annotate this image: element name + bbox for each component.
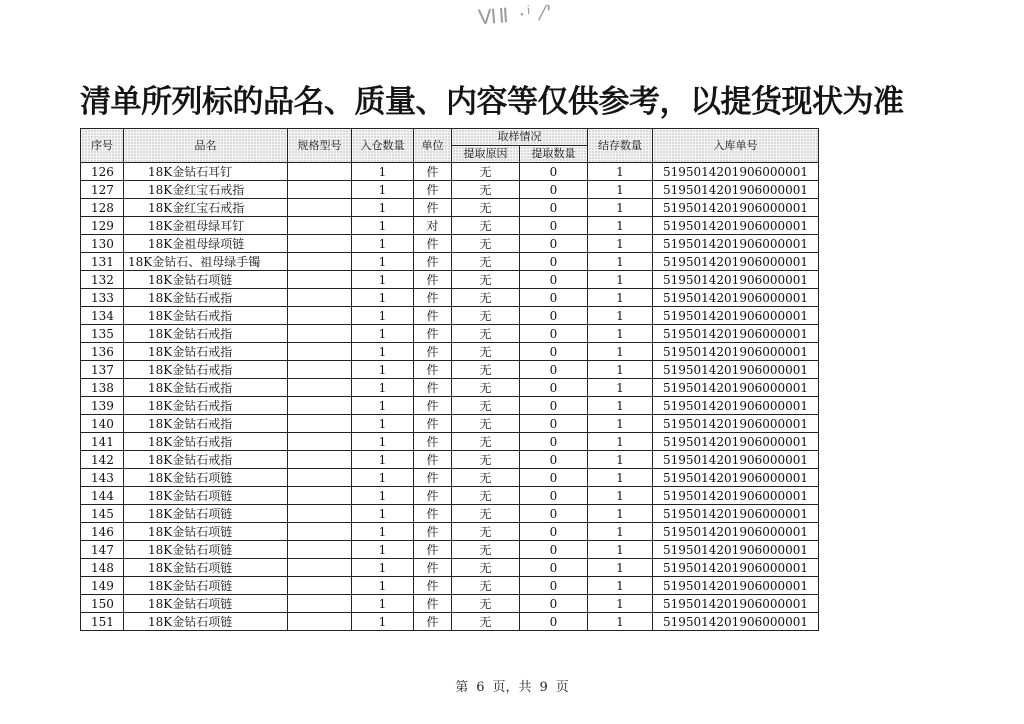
cell-receipt-no: 5195014201906000001 bbox=[653, 505, 819, 523]
cell-no: 135 bbox=[81, 325, 124, 343]
cell-name: 18K金钻石项链 bbox=[124, 559, 288, 577]
cell-sampling-reason: 无 bbox=[452, 199, 520, 217]
cell-spec bbox=[288, 433, 352, 451]
cell-receipt-no: 5195014201906000001 bbox=[653, 469, 819, 487]
cell-spec bbox=[288, 379, 352, 397]
cell-no: 130 bbox=[81, 235, 124, 253]
cell-no: 131 bbox=[81, 253, 124, 271]
cell-unit: 件 bbox=[414, 397, 452, 415]
cell-sampling-qty: 0 bbox=[520, 181, 588, 199]
header-unit: 单位 bbox=[414, 129, 452, 163]
cell-sampling-reason: 无 bbox=[452, 181, 520, 199]
cell-no: 127 bbox=[81, 181, 124, 199]
cell-in-qty: 1 bbox=[352, 541, 414, 559]
header-no: 序号 bbox=[81, 129, 124, 163]
cell-name: 18K金钻石项链 bbox=[124, 469, 288, 487]
cell-name: 18K金钻石项链 bbox=[124, 487, 288, 505]
footer-suffix: 页 bbox=[555, 680, 569, 695]
cell-no: 134 bbox=[81, 307, 124, 325]
cell-in-qty: 1 bbox=[352, 505, 414, 523]
cell-stock-qty: 1 bbox=[588, 415, 653, 433]
table-body bbox=[81, 163, 819, 631]
cell-unit: 件 bbox=[414, 559, 452, 577]
cell-no: 149 bbox=[81, 577, 124, 595]
cell-stock-qty: 1 bbox=[588, 505, 653, 523]
cell-unit: 件 bbox=[414, 469, 452, 487]
cell-stock-qty: 1 bbox=[588, 577, 653, 595]
table-row bbox=[81, 379, 819, 397]
cell-sampling-reason: 无 bbox=[452, 541, 520, 559]
cell-spec bbox=[288, 253, 352, 271]
cell-receipt-no: 5195014201906000001 bbox=[653, 379, 819, 397]
table-row bbox=[81, 595, 819, 613]
cell-sampling-reason: 无 bbox=[452, 289, 520, 307]
cell-unit: 件 bbox=[414, 487, 452, 505]
cell-name: 18K金钻石戒指 bbox=[124, 451, 288, 469]
cell-spec bbox=[288, 163, 352, 181]
cell-in-qty: 1 bbox=[352, 271, 414, 289]
table-row bbox=[81, 271, 819, 289]
cell-stock-qty: 1 bbox=[588, 451, 653, 469]
cell-spec bbox=[288, 361, 352, 379]
cell-spec bbox=[288, 217, 352, 235]
cell-unit: 件 bbox=[414, 613, 452, 631]
table-row bbox=[81, 163, 819, 181]
cell-sampling-qty: 0 bbox=[520, 487, 588, 505]
cell-sampling-qty: 0 bbox=[520, 289, 588, 307]
inventory-table bbox=[80, 128, 819, 631]
cell-sampling-reason: 无 bbox=[452, 577, 520, 595]
cell-no: 150 bbox=[81, 595, 124, 613]
table-row bbox=[81, 307, 819, 325]
header-in-qty: 入仓数量 bbox=[352, 129, 414, 163]
cell-no: 140 bbox=[81, 415, 124, 433]
cell-no: 133 bbox=[81, 289, 124, 307]
cell-no: 141 bbox=[81, 433, 124, 451]
cell-name: 18K金钻石戒指 bbox=[124, 379, 288, 397]
cell-receipt-no: 5195014201906000001 bbox=[653, 451, 819, 469]
cell-stock-qty: 1 bbox=[588, 523, 653, 541]
cell-in-qty: 1 bbox=[352, 181, 414, 199]
cell-sampling-reason: 无 bbox=[452, 217, 520, 235]
table-row bbox=[81, 361, 819, 379]
cell-receipt-no: 5195014201906000001 bbox=[653, 289, 819, 307]
cell-no: 147 bbox=[81, 541, 124, 559]
cell-stock-qty: 1 bbox=[588, 271, 653, 289]
cell-stock-qty: 1 bbox=[588, 469, 653, 487]
cell-spec bbox=[288, 559, 352, 577]
cell-sampling-qty: 0 bbox=[520, 271, 588, 289]
cell-name: 18K金钻石戒指 bbox=[124, 361, 288, 379]
footer-prefix: 第 bbox=[455, 680, 469, 695]
cell-sampling-qty: 0 bbox=[520, 199, 588, 217]
cell-sampling-qty: 0 bbox=[520, 523, 588, 541]
table-row bbox=[81, 541, 819, 559]
cell-in-qty: 1 bbox=[352, 343, 414, 361]
cell-in-qty: 1 bbox=[352, 361, 414, 379]
cell-sampling-qty: 0 bbox=[520, 541, 588, 559]
cell-name: 18K金钻石、祖母绿手镯 bbox=[124, 253, 288, 271]
cell-sampling-qty: 0 bbox=[520, 433, 588, 451]
table-row bbox=[81, 199, 819, 217]
cell-unit: 件 bbox=[414, 307, 452, 325]
cell-no: 128 bbox=[81, 199, 124, 217]
cell-unit: 件 bbox=[414, 379, 452, 397]
cell-stock-qty: 1 bbox=[588, 541, 653, 559]
cell-receipt-no: 5195014201906000001 bbox=[653, 577, 819, 595]
cell-sampling-qty: 0 bbox=[520, 235, 588, 253]
cell-in-qty: 1 bbox=[352, 613, 414, 631]
cell-in-qty: 1 bbox=[352, 163, 414, 181]
cell-name: 18K金钻石项链 bbox=[124, 595, 288, 613]
cell-stock-qty: 1 bbox=[588, 559, 653, 577]
cell-unit: 件 bbox=[414, 253, 452, 271]
table-row bbox=[81, 235, 819, 253]
cell-name: 18K金钻石戒指 bbox=[124, 325, 288, 343]
cell-sampling-reason: 无 bbox=[452, 415, 520, 433]
cell-in-qty: 1 bbox=[352, 469, 414, 487]
cell-spec bbox=[288, 235, 352, 253]
table-row bbox=[81, 415, 819, 433]
cell-unit: 件 bbox=[414, 199, 452, 217]
cell-in-qty: 1 bbox=[352, 235, 414, 253]
cell-receipt-no: 5195014201906000001 bbox=[653, 199, 819, 217]
cell-receipt-no: 5195014201906000001 bbox=[653, 487, 819, 505]
cell-receipt-no: 5195014201906000001 bbox=[653, 613, 819, 631]
cell-name: 18K金祖母绿耳钉 bbox=[124, 217, 288, 235]
header-sampling-qty: 提取数量 bbox=[520, 146, 588, 163]
cell-spec bbox=[288, 523, 352, 541]
scan-mark: ⅥⅡ ·ⁱ ⁄' bbox=[477, 0, 555, 30]
cell-stock-qty: 1 bbox=[588, 343, 653, 361]
table-row bbox=[81, 451, 819, 469]
cell-stock-qty: 1 bbox=[588, 217, 653, 235]
cell-stock-qty: 1 bbox=[588, 307, 653, 325]
cell-receipt-no: 5195014201906000001 bbox=[653, 235, 819, 253]
table-row bbox=[81, 505, 819, 523]
cell-in-qty: 1 bbox=[352, 289, 414, 307]
cell-receipt-no: 5195014201906000001 bbox=[653, 271, 819, 289]
cell-sampling-qty: 0 bbox=[520, 577, 588, 595]
cell-stock-qty: 1 bbox=[588, 595, 653, 613]
cell-no: 136 bbox=[81, 343, 124, 361]
cell-receipt-no: 5195014201906000001 bbox=[653, 559, 819, 577]
cell-no: 144 bbox=[81, 487, 124, 505]
cell-receipt-no: 5195014201906000001 bbox=[653, 595, 819, 613]
cell-unit: 件 bbox=[414, 271, 452, 289]
cell-sampling-reason: 无 bbox=[452, 379, 520, 397]
cell-sampling-reason: 无 bbox=[452, 451, 520, 469]
cell-stock-qty: 1 bbox=[588, 397, 653, 415]
cell-unit: 对 bbox=[414, 217, 452, 235]
cell-name: 18K金钻石项链 bbox=[124, 577, 288, 595]
cell-name: 18K金钻石项链 bbox=[124, 523, 288, 541]
cell-name: 18K金钻石戒指 bbox=[124, 289, 288, 307]
cell-stock-qty: 1 bbox=[588, 379, 653, 397]
cell-sampling-qty: 0 bbox=[520, 505, 588, 523]
header-name: 品名 bbox=[124, 129, 288, 163]
table-row bbox=[81, 343, 819, 361]
cell-unit: 件 bbox=[414, 541, 452, 559]
cell-stock-qty: 1 bbox=[588, 199, 653, 217]
table-row bbox=[81, 181, 819, 199]
table-header bbox=[81, 129, 819, 163]
cell-name: 18K金祖母绿项链 bbox=[124, 235, 288, 253]
cell-unit: 件 bbox=[414, 595, 452, 613]
cell-sampling-qty: 0 bbox=[520, 307, 588, 325]
cell-stock-qty: 1 bbox=[588, 325, 653, 343]
cell-unit: 件 bbox=[414, 577, 452, 595]
cell-spec bbox=[288, 595, 352, 613]
cell-sampling-qty: 0 bbox=[520, 469, 588, 487]
cell-in-qty: 1 bbox=[352, 397, 414, 415]
cell-sampling-qty: 0 bbox=[520, 163, 588, 181]
cell-in-qty: 1 bbox=[352, 595, 414, 613]
cell-stock-qty: 1 bbox=[588, 433, 653, 451]
cell-stock-qty: 1 bbox=[588, 253, 653, 271]
cell-spec bbox=[288, 307, 352, 325]
table-row bbox=[81, 289, 819, 307]
cell-sampling-qty: 0 bbox=[520, 559, 588, 577]
cell-sampling-qty: 0 bbox=[520, 415, 588, 433]
cell-unit: 件 bbox=[414, 325, 452, 343]
header-spec: 规格型号 bbox=[288, 129, 352, 163]
cell-receipt-no: 5195014201906000001 bbox=[653, 325, 819, 343]
cell-name: 18K金钻石项链 bbox=[124, 505, 288, 523]
cell-unit: 件 bbox=[414, 523, 452, 541]
cell-sampling-qty: 0 bbox=[520, 379, 588, 397]
cell-sampling-reason: 无 bbox=[452, 433, 520, 451]
cell-spec bbox=[288, 397, 352, 415]
table-row bbox=[81, 325, 819, 343]
cell-spec bbox=[288, 613, 352, 631]
cell-receipt-no: 5195014201906000001 bbox=[653, 361, 819, 379]
cell-sampling-reason: 无 bbox=[452, 523, 520, 541]
cell-no: 137 bbox=[81, 361, 124, 379]
cell-unit: 件 bbox=[414, 451, 452, 469]
cell-in-qty: 1 bbox=[352, 217, 414, 235]
cell-spec bbox=[288, 181, 352, 199]
cell-no: 151 bbox=[81, 613, 124, 631]
cell-sampling-reason: 无 bbox=[452, 361, 520, 379]
cell-no: 138 bbox=[81, 379, 124, 397]
cell-sampling-qty: 0 bbox=[520, 613, 588, 631]
cell-unit: 件 bbox=[414, 505, 452, 523]
cell-stock-qty: 1 bbox=[588, 361, 653, 379]
cell-in-qty: 1 bbox=[352, 433, 414, 451]
cell-sampling-reason: 无 bbox=[452, 505, 520, 523]
cell-receipt-no: 5195014201906000001 bbox=[653, 307, 819, 325]
cell-in-qty: 1 bbox=[352, 523, 414, 541]
cell-sampling-reason: 无 bbox=[452, 613, 520, 631]
cell-unit: 件 bbox=[414, 415, 452, 433]
footer-mid: 页，共 bbox=[492, 680, 532, 695]
cell-in-qty: 1 bbox=[352, 415, 414, 433]
table-row bbox=[81, 217, 819, 235]
cell-unit: 件 bbox=[414, 433, 452, 451]
cell-no: 146 bbox=[81, 523, 124, 541]
cell-no: 132 bbox=[81, 271, 124, 289]
table-row bbox=[81, 397, 819, 415]
cell-spec bbox=[288, 325, 352, 343]
cell-spec bbox=[288, 487, 352, 505]
cell-receipt-no: 5195014201906000001 bbox=[653, 415, 819, 433]
cell-receipt-no: 5195014201906000001 bbox=[653, 397, 819, 415]
cell-unit: 件 bbox=[414, 235, 452, 253]
cell-name: 18K金钻石耳钉 bbox=[124, 163, 288, 181]
table-row bbox=[81, 577, 819, 595]
cell-sampling-qty: 0 bbox=[520, 253, 588, 271]
cell-no: 126 bbox=[81, 163, 124, 181]
footer-current-page: 6 bbox=[476, 680, 485, 695]
cell-sampling-reason: 无 bbox=[452, 595, 520, 613]
table-row bbox=[81, 613, 819, 631]
cell-in-qty: 1 bbox=[352, 199, 414, 217]
cell-sampling-reason: 无 bbox=[452, 235, 520, 253]
cell-name: 18K金钻石戒指 bbox=[124, 433, 288, 451]
cell-stock-qty: 1 bbox=[588, 181, 653, 199]
cell-spec bbox=[288, 505, 352, 523]
cell-in-qty: 1 bbox=[352, 559, 414, 577]
header-sampling-reason: 提取原因 bbox=[452, 146, 520, 163]
cell-sampling-qty: 0 bbox=[520, 343, 588, 361]
cell-sampling-reason: 无 bbox=[452, 487, 520, 505]
cell-sampling-qty: 0 bbox=[520, 361, 588, 379]
cell-sampling-qty: 0 bbox=[520, 397, 588, 415]
header-receipt-no: 入库单号 bbox=[653, 129, 819, 163]
cell-name: 18K金钻石项链 bbox=[124, 613, 288, 631]
footer-total-pages: 9 bbox=[539, 680, 548, 695]
cell-spec bbox=[288, 415, 352, 433]
table-row bbox=[81, 487, 819, 505]
header-sampling: 取样情况 bbox=[452, 129, 588, 146]
cell-in-qty: 1 bbox=[352, 307, 414, 325]
cell-no: 143 bbox=[81, 469, 124, 487]
cell-in-qty: 1 bbox=[352, 325, 414, 343]
cell-sampling-reason: 无 bbox=[452, 343, 520, 361]
cell-name: 18K金红宝石戒指 bbox=[124, 199, 288, 217]
disclaimer-banner: 清单所列标的品名、质量、内容等仅供参考，以提货现状为准 bbox=[80, 84, 904, 120]
table-row bbox=[81, 433, 819, 451]
cell-spec bbox=[288, 271, 352, 289]
table-row bbox=[81, 523, 819, 541]
cell-in-qty: 1 bbox=[352, 253, 414, 271]
cell-spec bbox=[288, 343, 352, 361]
cell-sampling-qty: 0 bbox=[520, 595, 588, 613]
cell-sampling-qty: 0 bbox=[520, 451, 588, 469]
cell-stock-qty: 1 bbox=[588, 613, 653, 631]
cell-name: 18K金红宝石戒指 bbox=[124, 181, 288, 199]
table-row bbox=[81, 559, 819, 577]
cell-stock-qty: 1 bbox=[588, 487, 653, 505]
cell-receipt-no: 5195014201906000001 bbox=[653, 343, 819, 361]
cell-no: 148 bbox=[81, 559, 124, 577]
cell-name: 18K金钻石戒指 bbox=[124, 415, 288, 433]
cell-name: 18K金钻石项链 bbox=[124, 541, 288, 559]
cell-unit: 件 bbox=[414, 163, 452, 181]
cell-unit: 件 bbox=[414, 289, 452, 307]
cell-spec bbox=[288, 541, 352, 559]
cell-sampling-qty: 0 bbox=[520, 217, 588, 235]
cell-sampling-reason: 无 bbox=[452, 325, 520, 343]
cell-stock-qty: 1 bbox=[588, 163, 653, 181]
cell-sampling-reason: 无 bbox=[452, 163, 520, 181]
cell-no: 142 bbox=[81, 451, 124, 469]
cell-sampling-reason: 无 bbox=[452, 559, 520, 577]
cell-spec bbox=[288, 451, 352, 469]
header-stock-qty: 结存数量 bbox=[588, 129, 653, 163]
cell-receipt-no: 5195014201906000001 bbox=[653, 433, 819, 451]
cell-stock-qty: 1 bbox=[588, 289, 653, 307]
cell-no: 139 bbox=[81, 397, 124, 415]
cell-sampling-reason: 无 bbox=[452, 397, 520, 415]
cell-spec bbox=[288, 289, 352, 307]
cell-in-qty: 1 bbox=[352, 451, 414, 469]
cell-name: 18K金钻石戒指 bbox=[124, 397, 288, 415]
cell-in-qty: 1 bbox=[352, 577, 414, 595]
table-row bbox=[81, 469, 819, 487]
cell-sampling-reason: 无 bbox=[452, 469, 520, 487]
cell-in-qty: 1 bbox=[352, 379, 414, 397]
cell-sampling-reason: 无 bbox=[452, 271, 520, 289]
cell-unit: 件 bbox=[414, 343, 452, 361]
cell-spec bbox=[288, 199, 352, 217]
cell-receipt-no: 5195014201906000001 bbox=[653, 541, 819, 559]
cell-unit: 件 bbox=[414, 361, 452, 379]
cell-unit: 件 bbox=[414, 181, 452, 199]
cell-receipt-no: 5195014201906000001 bbox=[653, 523, 819, 541]
cell-name: 18K金钻石戒指 bbox=[124, 307, 288, 325]
cell-stock-qty: 1 bbox=[588, 235, 653, 253]
cell-receipt-no: 5195014201906000001 bbox=[653, 163, 819, 181]
cell-sampling-reason: 无 bbox=[452, 253, 520, 271]
cell-receipt-no: 5195014201906000001 bbox=[653, 181, 819, 199]
cell-no: 129 bbox=[81, 217, 124, 235]
cell-name: 18K金钻石戒指 bbox=[124, 343, 288, 361]
cell-sampling-reason: 无 bbox=[452, 307, 520, 325]
cell-receipt-no: 5195014201906000001 bbox=[653, 253, 819, 271]
table-row bbox=[81, 253, 819, 271]
cell-sampling-qty: 0 bbox=[520, 325, 588, 343]
cell-name: 18K金钻石项链 bbox=[124, 271, 288, 289]
cell-spec bbox=[288, 577, 352, 595]
cell-spec bbox=[288, 469, 352, 487]
cell-receipt-no: 5195014201906000001 bbox=[653, 217, 819, 235]
cell-no: 145 bbox=[81, 505, 124, 523]
cell-in-qty: 1 bbox=[352, 487, 414, 505]
page-footer bbox=[0, 676, 1024, 695]
